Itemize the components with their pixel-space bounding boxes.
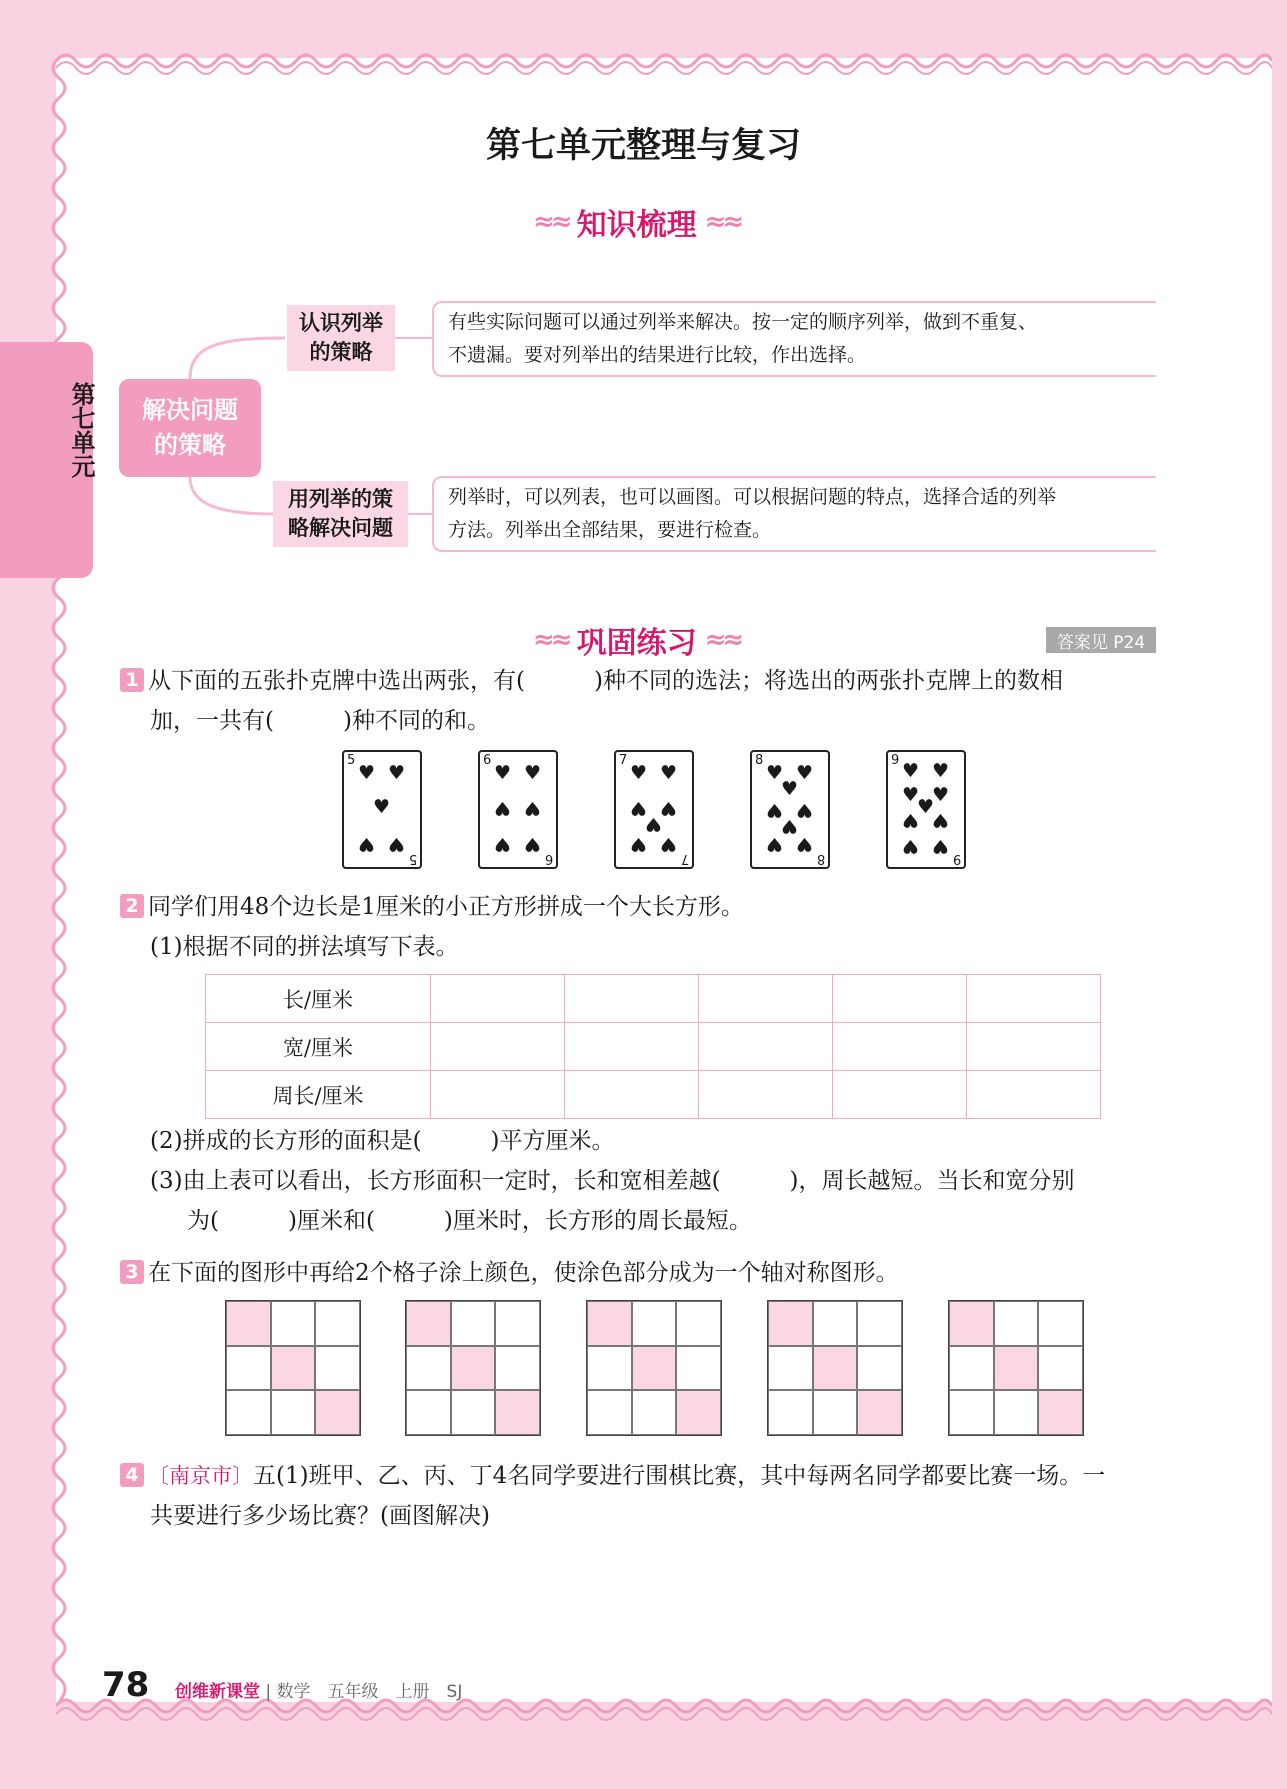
- heart-icon: ♥: [494, 797, 512, 819]
- answer-cell[interactable]: [565, 1071, 699, 1119]
- answer-cell[interactable]: [431, 1023, 565, 1071]
- question-3: [120, 1253, 899, 1293]
- unit-side-tab-label: 第七单元: [67, 382, 95, 478]
- mindmap-box1-line1: 有些实际问题可以通过列举来解决。按一定的顺序列举，做到不重复、: [448, 311, 1038, 333]
- symmetry-grid: [225, 1300, 361, 1436]
- grid-cell[interactable]: [949, 1390, 994, 1435]
- heart-icon: ♥: [781, 815, 799, 837]
- wave-deco-icon: ≈≈: [704, 207, 741, 237]
- card-index-inverted: 5: [408, 851, 417, 866]
- mindmap-box1-line2: 不遗漏。要对列举出的结果进行比较，作出选择。: [448, 344, 867, 366]
- grid-cell-shaded: [1038, 1390, 1083, 1435]
- heart-icon: ♥: [902, 809, 920, 831]
- question-number: 2: [120, 894, 144, 918]
- heart-icon: ♥: [494, 762, 512, 784]
- mindmap-node1-line1: 认识列举: [299, 310, 383, 335]
- wave-deco-icon: ≈≈: [704, 625, 741, 655]
- symmetry-grid: [948, 1300, 1084, 1436]
- question-4-line2: 共要进行多少场比赛？(画图解决): [150, 1503, 490, 1529]
- mindmap-node-solve: [273, 481, 408, 547]
- grid-cell[interactable]: [857, 1346, 902, 1391]
- heart-icon: ♥: [902, 760, 920, 782]
- card-index-inverted: 7: [680, 851, 689, 866]
- grid-cell-shaded: [451, 1346, 496, 1391]
- answer-cell[interactable]: [699, 975, 833, 1023]
- grid-cell[interactable]: [587, 1346, 632, 1391]
- grid-cell[interactable]: [813, 1301, 858, 1346]
- grid-cell[interactable]: [813, 1390, 858, 1435]
- grid-cell[interactable]: [1038, 1301, 1083, 1346]
- heart-icon: ♥: [358, 762, 376, 784]
- card-index-inverted: 6: [544, 851, 553, 866]
- mindmap-box-strategy: [432, 301, 1156, 377]
- question-2: [120, 887, 744, 927]
- question-1: [120, 661, 1063, 701]
- heart-icon: ♥: [524, 833, 542, 855]
- question-3-line1: 在下面的图形中再给2个格子涂上颜色，使涂色部分成为一个轴对称图形。: [148, 1260, 899, 1286]
- grid-cell[interactable]: [768, 1346, 813, 1391]
- grid-cell-shaded: [271, 1346, 316, 1391]
- card-index: 6: [483, 753, 492, 768]
- heart-icon: ♥: [766, 762, 784, 784]
- heart-icon: ♥: [766, 833, 784, 855]
- heart-icon: ♥: [494, 833, 512, 855]
- grid-cell[interactable]: [768, 1390, 813, 1435]
- table-row: [206, 975, 1101, 1023]
- mindmap-node1-line2: 的策略: [309, 340, 373, 364]
- grid-cell[interactable]: [857, 1301, 902, 1346]
- footer-divider: |: [265, 1682, 272, 1702]
- grid-cell[interactable]: [587, 1390, 632, 1435]
- heart-icon: ♥: [932, 809, 950, 831]
- heart-icon: ♥: [524, 762, 542, 784]
- heart-icon: ♥: [358, 833, 376, 855]
- question-2-sub2: (2)拼成的长方形的面积是( )平方厘米。: [150, 1128, 615, 1154]
- grid-cell-shaded: [813, 1346, 858, 1391]
- answer-cell[interactable]: [833, 1023, 967, 1071]
- page-title: 第七单元整理与复习: [485, 126, 801, 166]
- heart-icon: ♥: [781, 778, 799, 800]
- grid-cell[interactable]: [451, 1301, 496, 1346]
- question-2-sub3-line1: (3)由上表可以看出，长方形面积一定时，长和宽相差越( )，周长越短。当长和宽分别: [150, 1168, 1075, 1194]
- answer-cell[interactable]: [699, 1023, 833, 1071]
- heart-icon: ♥: [660, 797, 678, 819]
- row-header: 周长/厘米: [206, 1071, 431, 1119]
- heart-icon: ♥: [660, 833, 678, 855]
- footer-book-info: 数学 五年级 上册 SJ: [276, 1682, 463, 1702]
- grid-cell[interactable]: [406, 1346, 451, 1391]
- heart-icon: ♥: [796, 799, 814, 821]
- answer-cell[interactable]: [431, 975, 565, 1023]
- grid-cell[interactable]: [315, 1301, 360, 1346]
- grid-cell-shaded: [768, 1301, 813, 1346]
- answer-cell[interactable]: [699, 1071, 833, 1119]
- grid-cell-shaded: [994, 1346, 1039, 1391]
- grid-cell[interactable]: [451, 1390, 496, 1435]
- question-2-sub1: (1)根据不同的拼法填写下表。: [150, 934, 459, 960]
- heart-icon: ♥: [373, 796, 391, 818]
- answer-cell[interactable]: [967, 975, 1101, 1023]
- heart-icon: ♥: [524, 797, 542, 819]
- heart-icon: ♥: [388, 762, 406, 784]
- table-row: [206, 1071, 1101, 1119]
- answer-table: [205, 974, 1101, 1119]
- heart-icon: ♥: [796, 833, 814, 855]
- symmetry-grid: [767, 1300, 903, 1436]
- section-practice-title: 巩固练习: [576, 626, 697, 661]
- question-2-sub3-line2: 为( )厘米和( )厘米时，长方形的周长最短。: [187, 1208, 752, 1234]
- mindmap-box2-line1: 列举时，可以列表，也可以画图。可以根据问题的特点，选择合适的列举: [448, 486, 1057, 508]
- mindmap-root-line1: 解决问题: [142, 396, 238, 425]
- symmetry-grid: [405, 1300, 541, 1436]
- heart-icon: ♥: [388, 833, 406, 855]
- grid-cell[interactable]: [1038, 1346, 1083, 1391]
- question-4-line1: 五(1)班甲、乙、丙、丁4名同学要进行围棋比赛，其中每两名同学都要比赛一场。一: [253, 1463, 1106, 1489]
- wave-deco-icon: ≈≈: [533, 625, 569, 655]
- grid-cell[interactable]: [994, 1390, 1039, 1435]
- card-index-inverted: 9: [952, 851, 961, 866]
- section-practice-header: [533, 618, 740, 662]
- mindmap-box2-line2: 方法。列举出全部结果，要进行检查。: [448, 519, 772, 541]
- grid-cell[interactable]: [676, 1346, 721, 1391]
- answer-cell[interactable]: [565, 975, 699, 1023]
- grid-cell-shaded: [315, 1390, 360, 1435]
- table-row: [206, 1023, 1101, 1071]
- grid-cell[interactable]: [271, 1390, 316, 1435]
- heart-icon: ♥: [766, 799, 784, 821]
- grid-cell-shaded: [632, 1346, 677, 1391]
- page-number: 78: [102, 1665, 150, 1705]
- heart-icon: ♥: [660, 762, 678, 784]
- grid-cell-shaded: [587, 1301, 632, 1346]
- heart-icon: ♥: [645, 813, 663, 835]
- grid-cell[interactable]: [315, 1346, 360, 1391]
- question-number: 1: [120, 668, 144, 692]
- grid-cell-shaded: [949, 1301, 994, 1346]
- grid-cell[interactable]: [632, 1390, 677, 1435]
- row-header: 宽/厘米: [206, 1023, 431, 1071]
- mindmap-box-solve: [432, 476, 1156, 552]
- mindmap-root-line2: 的策略: [154, 431, 226, 459]
- answer-cell[interactable]: [431, 1071, 565, 1119]
- mindmap-node-strategy: [287, 305, 395, 371]
- card-index: 5: [347, 753, 356, 768]
- mindmap-node2-line2: 略解决问题: [288, 516, 393, 540]
- grid-cell-shaded: [226, 1301, 271, 1346]
- wave-deco-icon: ≈≈: [533, 207, 569, 237]
- region-tag: 〔南京市〕: [148, 1464, 253, 1488]
- grid-cell[interactable]: [271, 1301, 316, 1346]
- heart-icon: ♥: [902, 835, 920, 857]
- heart-icon: ♥: [932, 784, 950, 806]
- grid-cell-shaded: [495, 1390, 540, 1435]
- grid-cell[interactable]: [949, 1346, 994, 1391]
- grid-cell[interactable]: [406, 1390, 451, 1435]
- playing-card-8: [750, 750, 830, 869]
- answer-cell[interactable]: [833, 1071, 967, 1119]
- playing-card-9: [886, 750, 966, 869]
- grid-cell[interactable]: [226, 1390, 271, 1435]
- footer-info: [175, 1677, 462, 1702]
- mindmap-root-node: [119, 379, 261, 477]
- grid-cell-shaded: [406, 1301, 451, 1346]
- row-header: 长/厘米: [206, 975, 431, 1023]
- card-index: 9: [891, 753, 900, 768]
- grid-cell[interactable]: [632, 1301, 677, 1346]
- grid-cell[interactable]: [226, 1346, 271, 1391]
- grid-cell-shaded: [857, 1390, 902, 1435]
- heart-icon: ♥: [902, 784, 920, 806]
- grid-cell[interactable]: [495, 1346, 540, 1391]
- heart-icon: ♥: [932, 835, 950, 857]
- answer-cell[interactable]: [967, 1023, 1101, 1071]
- section-knowledge-title: 知识梳理: [576, 208, 697, 243]
- grid-cell-shaded: [676, 1390, 721, 1435]
- playing-card-5: [342, 750, 422, 869]
- answer-cell[interactable]: [565, 1023, 699, 1071]
- question-4: [120, 1456, 1105, 1496]
- mindmap-node2-line1: 用列举的策: [288, 486, 393, 511]
- question-1-line1: 从下面的五张扑克牌中选出两张，有( )种不同的选法；将选出的两张扑克牌上的数相: [148, 668, 1063, 694]
- question-number: 3: [120, 1260, 144, 1284]
- grid-cell[interactable]: [676, 1301, 721, 1346]
- heart-icon: ♥: [630, 833, 648, 855]
- card-index-inverted: 8: [816, 851, 825, 866]
- question-2-line1: 同学们用48个边长是1厘米的小正方形拼成一个大长方形。: [148, 894, 744, 920]
- heart-icon: ♥: [932, 760, 950, 782]
- answer-reference-badge: 答案见 P24: [1046, 627, 1156, 653]
- card-index: 8: [755, 753, 764, 768]
- answer-cell[interactable]: [833, 975, 967, 1023]
- heart-icon: ♥: [917, 796, 935, 818]
- grid-cell[interactable]: [994, 1301, 1039, 1346]
- heart-icon: ♥: [630, 762, 648, 784]
- footer-brand: 创维新课堂: [175, 1682, 260, 1702]
- question-1-line2: 加，一共有( )种不同的和。: [150, 708, 490, 734]
- symmetry-grid: [586, 1300, 722, 1436]
- answer-cell[interactable]: [967, 1071, 1101, 1119]
- heart-icon: ♥: [796, 762, 814, 784]
- grid-cell[interactable]: [495, 1301, 540, 1346]
- playing-card-7: [614, 750, 694, 869]
- playing-card-6: [478, 750, 558, 869]
- heart-icon: ♥: [630, 797, 648, 819]
- card-index: 7: [619, 753, 628, 768]
- question-number: 4: [120, 1463, 144, 1487]
